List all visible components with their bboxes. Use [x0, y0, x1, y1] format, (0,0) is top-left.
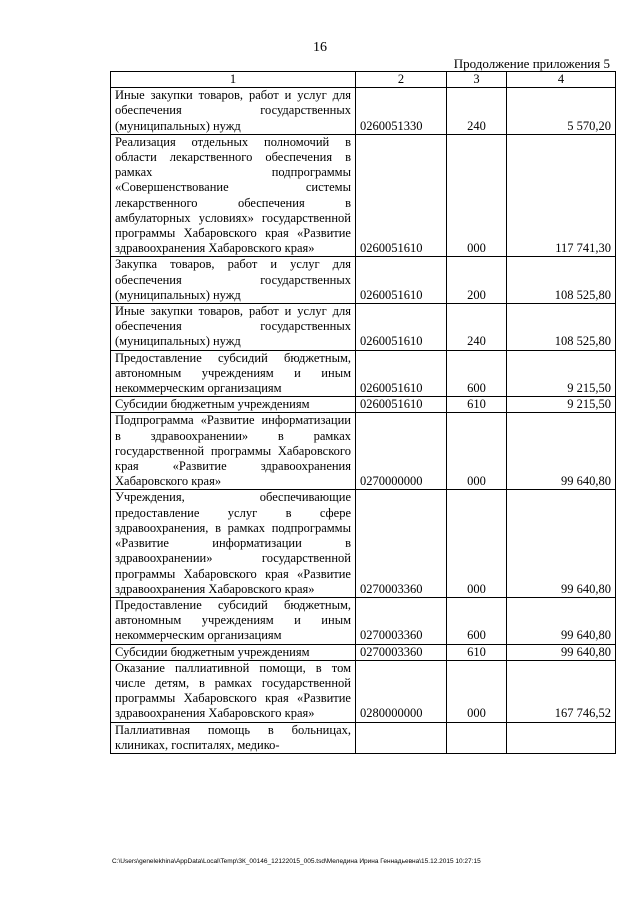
row-amount-cell: 108 525,80: [507, 257, 616, 304]
row-name-cell: Иные закупки товаров, работ и услуг для обеспечения государственных (муниципальных) нужд: [111, 88, 356, 135]
row-code-cell: 0280000000: [356, 660, 447, 722]
table-header-row: [111, 72, 616, 88]
row-type-cell: 000: [447, 490, 507, 597]
row-amount-cell: 167 746,52: [507, 660, 616, 722]
row-amount-cell: 108 525,80: [507, 304, 616, 351]
row-code-cell: 0260051610: [356, 304, 447, 351]
row-amount-cell: 99 640,80: [507, 490, 616, 597]
row-type-cell: 000: [447, 413, 507, 490]
document-footer-path: C:\Users\genelekhina\AppData\Local\Temp\ЗК_00146_12122015_005.tsd\Меледина Ирина Геннадьевна\15.12.2015 10:27:15: [112, 858, 481, 865]
row-amount-cell: 99 640,80: [507, 644, 616, 660]
column-header-type: 3: [447, 72, 507, 88]
row-code-cell: 0260051330: [356, 88, 447, 135]
row-code-cell: 0260051610: [356, 350, 447, 397]
table-row: [111, 490, 616, 597]
row-name-cell: Паллиативная помощь в больницах, клиниках, госпиталях, медико-: [111, 722, 356, 753]
row-code-cell: [356, 722, 447, 753]
row-amount-cell: 9 215,50: [507, 350, 616, 397]
row-code-cell: 0260051610: [356, 397, 447, 413]
row-name-cell: Реализация отдельных полномочий в области лекарственного обеспечения в рамках подпрограммы «Совершенствование системы лекарственного обеспечения в амбулаторных условиях» государственной программы Хабаровского края «Развитие здравоохранения Хабаровского края»: [111, 134, 356, 257]
table-row: [111, 88, 616, 135]
row-name-cell: Учреждения, обеспечивающие предоставление услуг в сфере здравоохранения, в рамках подпрограммы «Развитие информатизации в здравоохранении» государственной программы Хабаровского края «Развитие здравоохранения Хабаровского края»: [111, 490, 356, 597]
column-header-code: 2: [356, 72, 447, 88]
row-amount-cell: [507, 722, 616, 753]
budget-table: [110, 71, 616, 754]
table-row: [111, 350, 616, 397]
column-header-name: 1: [111, 72, 356, 88]
column-header-amount: 4: [507, 72, 616, 88]
row-type-cell: [447, 722, 507, 753]
row-code-cell: 0260051610: [356, 134, 447, 257]
row-type-cell: 200: [447, 257, 507, 304]
row-name-cell: Субсидии бюджетным учреждениям: [111, 397, 356, 413]
row-type-cell: 240: [447, 304, 507, 351]
page-number: 16: [313, 40, 327, 55]
table-row: [111, 597, 616, 644]
row-amount-cell: 99 640,80: [507, 597, 616, 644]
row-name-cell: Оказание паллиативной помощи, в том числе детям, в рамках государственной программы Хабаровского края «Развитие здравоохранения Хабаровского края»: [111, 660, 356, 722]
table-row: [111, 397, 616, 413]
row-name-cell: Закупка товаров, работ и услуг для обеспечения государственных (муниципальных) нужд: [111, 257, 356, 304]
row-type-cell: 000: [447, 660, 507, 722]
table-row: [111, 257, 616, 304]
row-type-cell: 610: [447, 644, 507, 660]
row-type-cell: 000: [447, 134, 507, 257]
table-row: [111, 304, 616, 351]
table-row: [111, 660, 616, 722]
row-type-cell: 240: [447, 88, 507, 135]
row-name-cell: Иные закупки товаров, работ и услуг для обеспечения государственных (муниципальных) нужд: [111, 304, 356, 351]
table-row: [111, 644, 616, 660]
row-name-cell: Субсидии бюджетным учреждениям: [111, 644, 356, 660]
row-name-cell: Предоставление субсидий бюджетным, автономным учреждениям и иным некоммерческим организациям: [111, 597, 356, 644]
row-code-cell: 0270000000: [356, 413, 447, 490]
row-code-cell: 0270003360: [356, 597, 447, 644]
row-code-cell: 0260051610: [356, 257, 447, 304]
row-code-cell: 0270003360: [356, 490, 447, 597]
row-type-cell: 610: [447, 397, 507, 413]
row-amount-cell: 117 741,30: [507, 134, 616, 257]
row-code-cell: 0270003360: [356, 644, 447, 660]
appendix-continuation-label: Продолжение приложения 5: [453, 56, 610, 71]
row-type-cell: 600: [447, 350, 507, 397]
row-amount-cell: 5 570,20: [507, 88, 616, 135]
table-row: [111, 413, 616, 490]
table-row: [111, 722, 616, 753]
row-amount-cell: 99 640,80: [507, 413, 616, 490]
row-name-cell: Предоставление субсидий бюджетным, автономным учреждениям и иным некоммерческим организациям: [111, 350, 356, 397]
row-name-cell: Подпрограмма «Развитие информатизации в здравоохранении» в рамках государственной программы Хабаровского края «Развитие здравоохранения Хабаровского края»: [111, 413, 356, 490]
table-row: [111, 134, 616, 257]
row-amount-cell: 9 215,50: [507, 397, 616, 413]
row-type-cell: 600: [447, 597, 507, 644]
